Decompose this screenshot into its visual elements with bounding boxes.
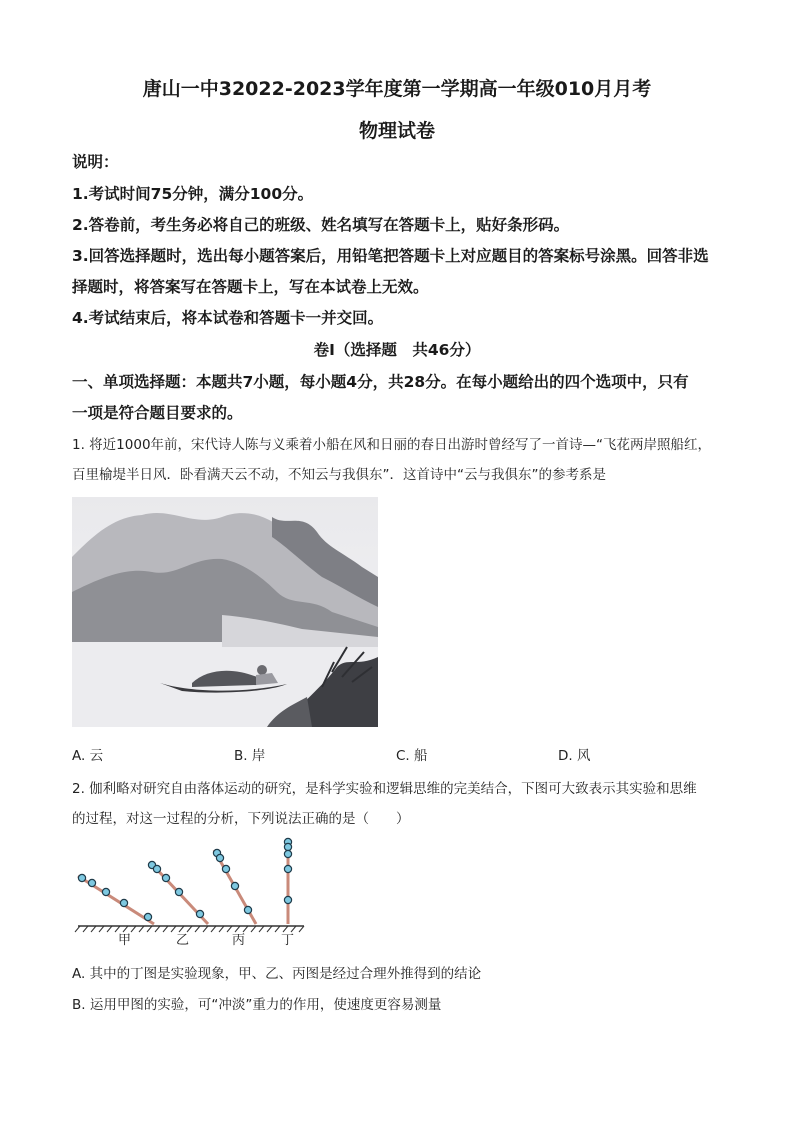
option-d[interactable]: D. 风 — [558, 748, 591, 764]
section-heading: 一、单项选择题：本题共7小题，每小题4分，共28分。在每小题给出的四个选项中，只有 — [72, 373, 689, 391]
option-b[interactable]: B. 岸 — [234, 748, 266, 764]
question-2-text: 2. 伽利略对研究自由落体运动的研究，是科学实验和逻辑思维的完美结合，下图可大致表示其实验和思维 — [72, 781, 697, 797]
option-c[interactable]: C. 船 — [396, 748, 428, 764]
exam-subtitle: 物理试卷 — [358, 120, 435, 142]
instructions-heading: 说明： — [72, 153, 119, 171]
exam-title: 唐山一中32022-2023学年度第一学期高一年级010月月考 — [142, 78, 652, 100]
option-a[interactable]: A. 云 — [72, 748, 104, 764]
diagram-label-yi: 乙 — [176, 933, 190, 948]
instruction-item: 1.考试时间75分钟，满分100分。 — [72, 185, 314, 203]
instruction-item: 择题时，将答案写在答题卡上，写在本试卷上无效。 — [72, 278, 429, 296]
question-1-text: 百里榆堤半日风．卧看满天云不动，不知云与我俱东”．这首诗中“云与我俱东”的参考系是 — [72, 467, 606, 483]
instruction-item: 3.回答选择题时，选出每小题答案后，用铅笔把答题卡上对应题目的答案标号涂黑。回答非选 — [72, 247, 709, 265]
option-a[interactable]: A. 其中的丁图是实验现象，甲、乙、丙图是经过合理外推得到的结论 — [72, 966, 482, 982]
question-1-text: 1. 将近1000年前，宋代诗人陈与义乘着小船在风和日丽的春日出游时曾经写了一首诗—“飞花两岸照船红， — [72, 437, 712, 453]
section-heading: 一项是符合题目要求的。 — [72, 404, 243, 422]
incline-experiment-diagram — [72, 834, 312, 952]
diagram-label-ding: 丁 — [281, 933, 295, 948]
instruction-item: 4.考试结束后，将本试卷和答题卡一并交回。 — [72, 309, 384, 327]
option-b[interactable]: B. 运用甲图的实验，可“冲淡”重力的作用，使速度更容易测量 — [72, 997, 442, 1013]
section-title: 卷Ⅰ（选择题 共46分） — [313, 341, 481, 359]
ink-painting-image — [72, 497, 378, 727]
diagram-label-jia: 甲 — [118, 933, 132, 948]
question-2-text: 的过程，对这一过程的分析，下列说法正确的是（ ） — [72, 811, 410, 827]
diagram-label-bing: 丙 — [232, 933, 246, 948]
instruction-item: 2.答卷前，考生务必将自己的班级、姓名填写在答题卡上，贴好条形码。 — [72, 216, 570, 234]
